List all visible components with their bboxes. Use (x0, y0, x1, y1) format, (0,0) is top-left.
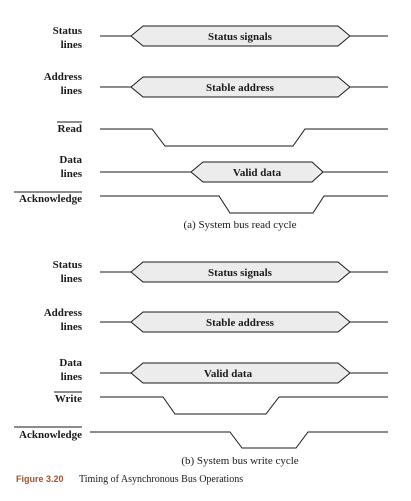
read-signal-label: Read (57, 123, 82, 135)
write-address-label-line2: lines (60, 321, 82, 333)
read-cycle-diagram (14, 25, 388, 231)
write-status-label-line2: lines (60, 273, 82, 285)
read-data-bus-text: Valid data (232, 167, 282, 179)
read-status-label-line1: Status (52, 25, 82, 37)
read-status-label-line2: lines (60, 39, 82, 51)
figure-title: Timing of Asynchronous Bus Operations (79, 474, 244, 485)
write-address-bus-text: Stable address (206, 317, 274, 329)
write-cycle-diagram (14, 259, 388, 467)
read-status-bus-text: Status signals (208, 31, 272, 43)
write-status-label-line1: Status (52, 259, 82, 271)
write-signal-label: Write (54, 393, 82, 405)
read-address-label-line1: Address (43, 71, 82, 83)
write-ack-waveform (90, 432, 388, 448)
write-cycle-caption: (b) System bus write cycle (181, 455, 299, 467)
figure-number: Figure 3.20 (16, 474, 64, 484)
write-address-label-line1: Address (43, 307, 82, 319)
write-data-label-line2: lines (60, 371, 82, 383)
write-data-label-line1: Data (59, 357, 82, 369)
read-data-label-line1: Data (59, 154, 82, 166)
read-data-label-line2: lines (60, 168, 82, 180)
read-signal-waveform (100, 129, 388, 146)
read-address-label-line2: lines (60, 85, 82, 97)
read-ack-label: Acknowledge (19, 193, 82, 205)
write-status-bus-text: Status signals (208, 267, 272, 279)
write-ack-label: Acknowledge (19, 429, 82, 441)
read-ack-waveform (100, 196, 388, 213)
read-cycle-caption: (a) System bus read cycle (183, 219, 297, 231)
read-address-bus-text: Stable address (206, 82, 274, 94)
write-signal-waveform (100, 397, 388, 414)
write-data-bus-text: Valid data (203, 368, 253, 380)
